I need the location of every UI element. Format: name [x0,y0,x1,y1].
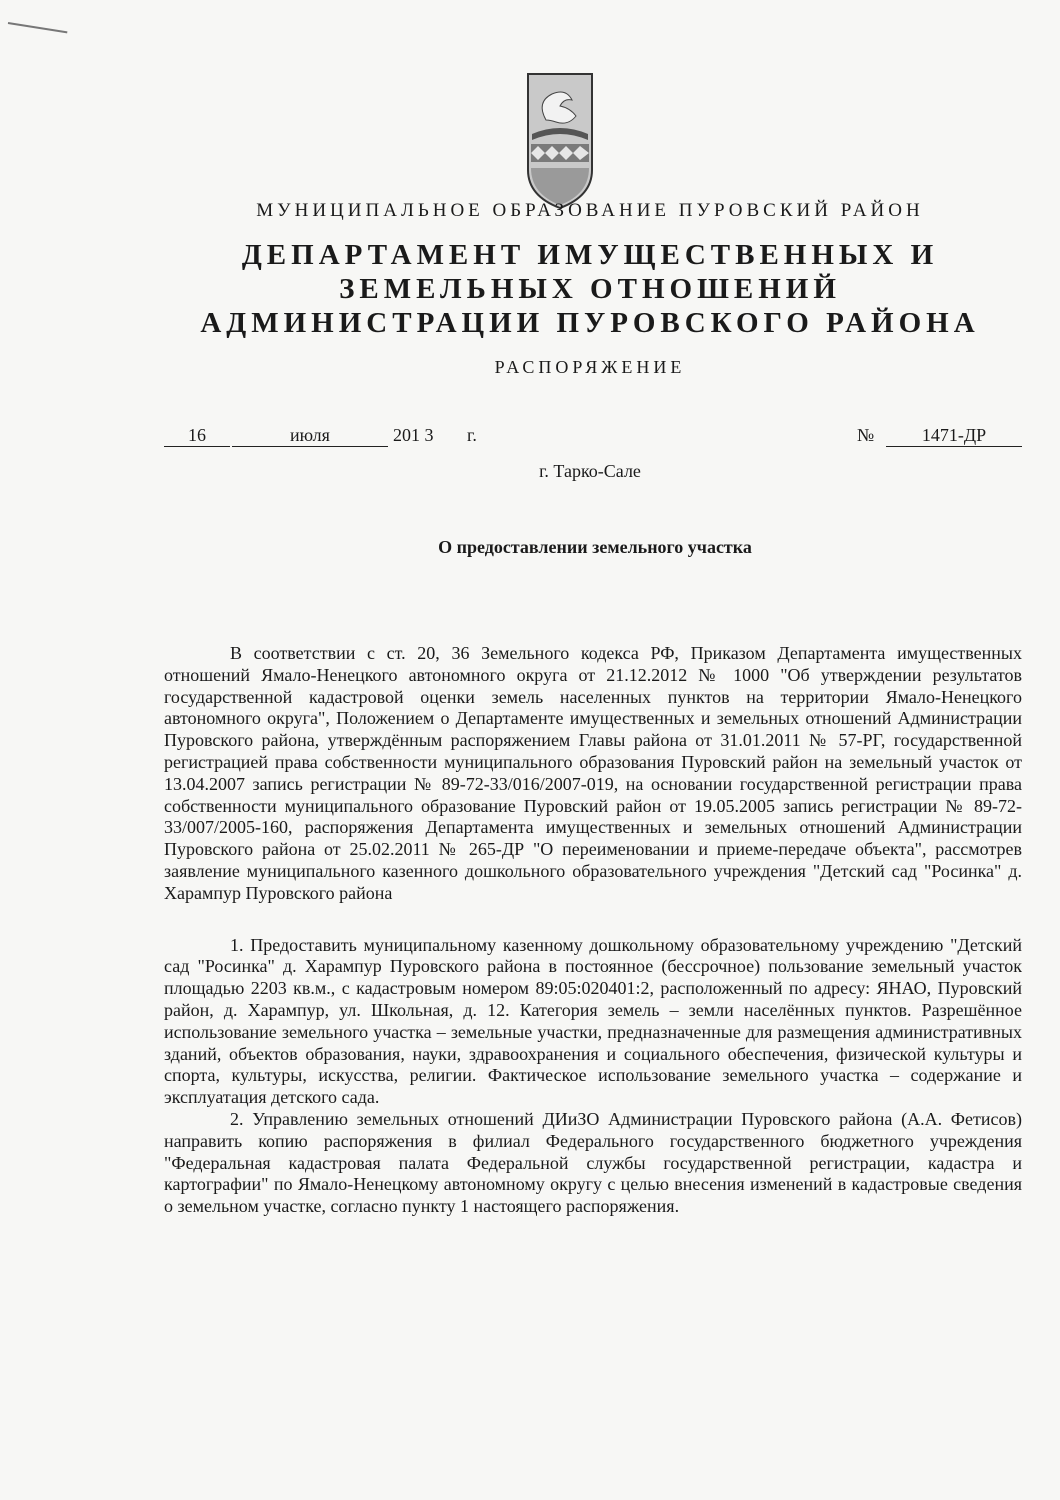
date-year: 201 3 [393,425,434,445]
department-name [0,238,1060,340]
date-month: июля [232,425,388,447]
document-number: 1471-ДР [886,425,1022,447]
city: г. Тарко-Сале [539,461,641,481]
date-year-suffix: г. [467,425,477,445]
paragraph-item-2: 2. Управлению земельных отношений ДИиЗО Администрации Пуровского района (А.А. Фетисов) направить копию распоряжения в филиал Федерального государственного бюджетного учреждения "Федеральная кадастровая палата Федеральной службы государственной регистрации, кадастра и картографии" по Ямало-Ненецкому автономному округу с целью внесения изменений в кадастровые сведения о земельном участке, согласно пункту 1 настоящего распоряжения. [164,1108,1022,1217]
department-line-1: ДЕПАРТАМЕНТ ИМУЩЕСТВЕННЫХ И [241,239,939,271]
coat-of-arms-emblem [526,72,594,210]
department-line-2: ЗЕМЕЛЬНЫХ ОТНОШЕНИЙ [339,273,841,305]
department-line-3: АДМИНИСТРАЦИИ ПУРОВСКОГО РАЙОНА [200,307,980,339]
org-name: МУНИЦИПАЛЬНОЕ ОБРАЗОВАНИЕ ПУРОВСКИЙ РАЙОН [256,200,924,221]
number-sign: № [857,425,875,445]
document-type: РАСПОРЯЖЕНИЕ [494,357,686,377]
date-day: 16 [164,425,230,447]
scan-mark [8,22,68,33]
document-body [164,643,1022,1218]
paragraph-preamble: В соответствии с ст. 20, 36 Земельного кодекса РФ, Приказом Департамента имущественных отношений Ямало-Ненецкого автономного округа от 21.12.2012 № 1000 "Об утверждении результатов государственной кадастровой оценки земель населенных пунктов на территории Ямало-Ненецкого автономного округа", Положением о Департаменте имущественных и земельных отношений Администрации Пуровского района, утверждённым распоряжением Главы района от 31.01.2011 № 57-РГ, государственной регистрацией права собственности муниципального образования Пуровский район на земельный участок от 13.04.2007 запись регистрации № 89-72-33/016/2007-019, на основании государственной регистрации права собственности муниципального образование Пуровский район от 19.05.2005 запись регистрации № 89-72-33/007/2005-160, распоряжения Департамента имущественных и земельных отношений Администрации Пуровского района от 25.02.2011 № 265-ДР "О переименовании и приеме-передаче объекта", рассмотрев заявление муниципального казенного дошкольного образовательного учреждения "Детский сад "Росинка" д. Харампур Пуровского района [164,643,1022,903]
paragraph-item-1: 1. Предоставить муниципальному казенному дошкольному образовательному учреждению "Детский сад "Росинка" д. Харампур Пуровского района в постоянное (бессрочное) пользование земельный участок площадью 2203 кв.м., с кадастровым номером 89:05:020401:2, расположенный по адресу: ЯНАО, Пуровский район, д. Харампур, ул. Школьная, д. 12. Категория земель – земли населённых пунктов. Разрешённое использование земельного участка – земельные участки, предназначенные для размещения административных зданий, объектов образования, науки, здравоохранения и социального обеспечения, физической культуры и спорта, культуры, искусства, религии. Фактическое использование земельного участка – содержание и эксплуатация детского сада. [164,934,1022,1108]
document-title: О предоставлении земельного участка [438,537,752,557]
